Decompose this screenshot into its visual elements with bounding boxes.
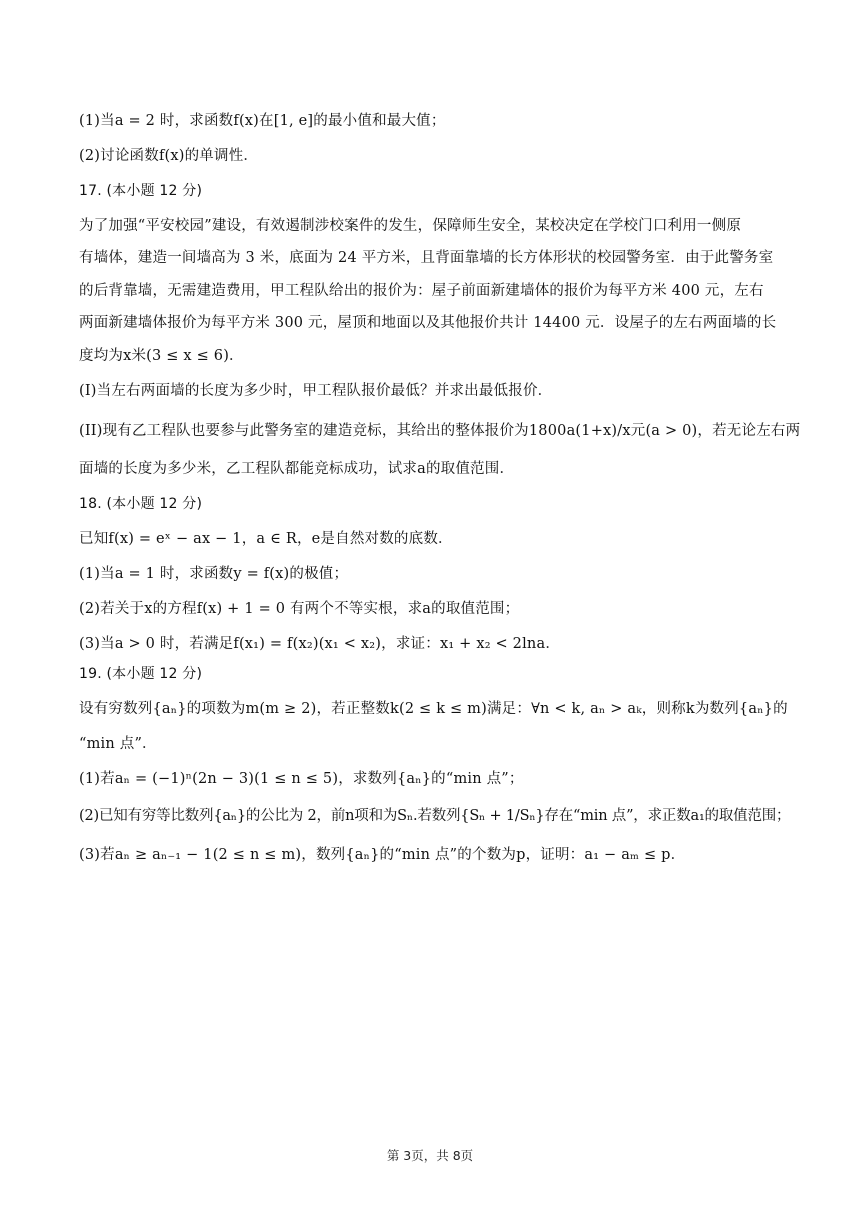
page-footer: 第 3页，共 8页 xyxy=(386,1148,474,1163)
question-17-text-line: 有墙体，建造一间墙高为 3 米，底面为 24 平方米，且背面靠墙的长方体形状的校园警务室．由于此警务室 xyxy=(79,250,774,266)
question-17-heading: 17. (本小题 12 分) xyxy=(79,183,203,199)
question-19-part-1: (1)若aₙ = (−1)ⁿ(2n − 3)(1 ≤ n ≤ 5)，求数列{aₙ}的“min 点”； xyxy=(79,771,524,787)
question-19-stem: 设有穷数列{aₙ}的项数为m(m ≥ 2)，若正整数k(2 ≤ k ≤ m)满足：∀n < k, aₙ > aₖ，则称k为数列{aₙ}的 xyxy=(79,701,788,717)
question-18-part-3: (3)当a > 0 时，若满足f(x₁) = f(x₂)(x₁ < x₂)，求证：x₁ + x₂ < 2lna． xyxy=(79,636,561,652)
question-17-text-line: 两面新建墙体报价为每平方米 300 元，屋顶和地面以及其他报价共计 14400 元．设屋子的左右两面墙的长 xyxy=(79,315,777,331)
question-17-part-2: (II)现有乙工程队也要参与此警务室的建造竞标，其给出的整体报价为1800a(1+x)/x元(a > 0)，若无论左右两 xyxy=(79,423,801,439)
question-16-part-1: (1)当a = 2 时，求函数f(x)在[1, e]的最小值和最大值； xyxy=(79,113,446,129)
question-19-heading: 19. (本小题 12 分) xyxy=(79,666,203,682)
question-17-part-2-cont: 面墙的长度为多少米，乙工程队都能竞标成功，试求a的取值范围． xyxy=(79,461,515,477)
question-17-text-line: 的后背靠墙，无需建造费用，甲工程队给出的报价为：屋子前面新建墙体的报价为每平方米 400 元，左右 xyxy=(79,283,764,299)
question-18-part-1: (1)当a = 1 时，求函数y = f(x)的极值； xyxy=(79,566,349,582)
question-18-part-2: (2)若关于x的方程f(x) + 1 = 0 有两个不等实根，求a的取值范围； xyxy=(79,601,520,617)
question-19-part-2: (2)已知有穷等比数列{aₙ}的公比为 2，前n项和为Sₙ.若数列{Sₙ + 1/Sₙ}存在“min 点”，求正数a₁的取值范围； xyxy=(79,808,791,824)
question-17-text-line: 度均为x米(3 ≤ x ≤ 6)． xyxy=(79,348,244,364)
question-19-part-3: (3)若aₙ ≥ aₙ₋₁ − 1(2 ≤ n ≤ m)，数列{aₙ}的“min 点”的个数为p，证明：a₁ − aₘ ≤ p． xyxy=(79,847,686,863)
question-19-stem-cont: “min 点”． xyxy=(79,736,157,752)
question-16-part-2: (2)讨论函数f(x)的单调性． xyxy=(79,148,259,164)
question-18-stem: 已知f(x) = eˣ − ax − 1，a ∈ R，e是自然对数的底数． xyxy=(79,531,453,547)
question-18-heading: 18. (本小题 12 分) xyxy=(79,496,203,512)
question-17-part-1: (I)当左右两面墙的长度为多少时，甲工程队报价最低？并求出最低报价． xyxy=(79,383,553,399)
question-17-text-line: 为了加强“平安校园”建设，有效遏制涉校案件的发生，保障师生安全，某校决定在学校门口利用一侧原 xyxy=(79,218,742,234)
